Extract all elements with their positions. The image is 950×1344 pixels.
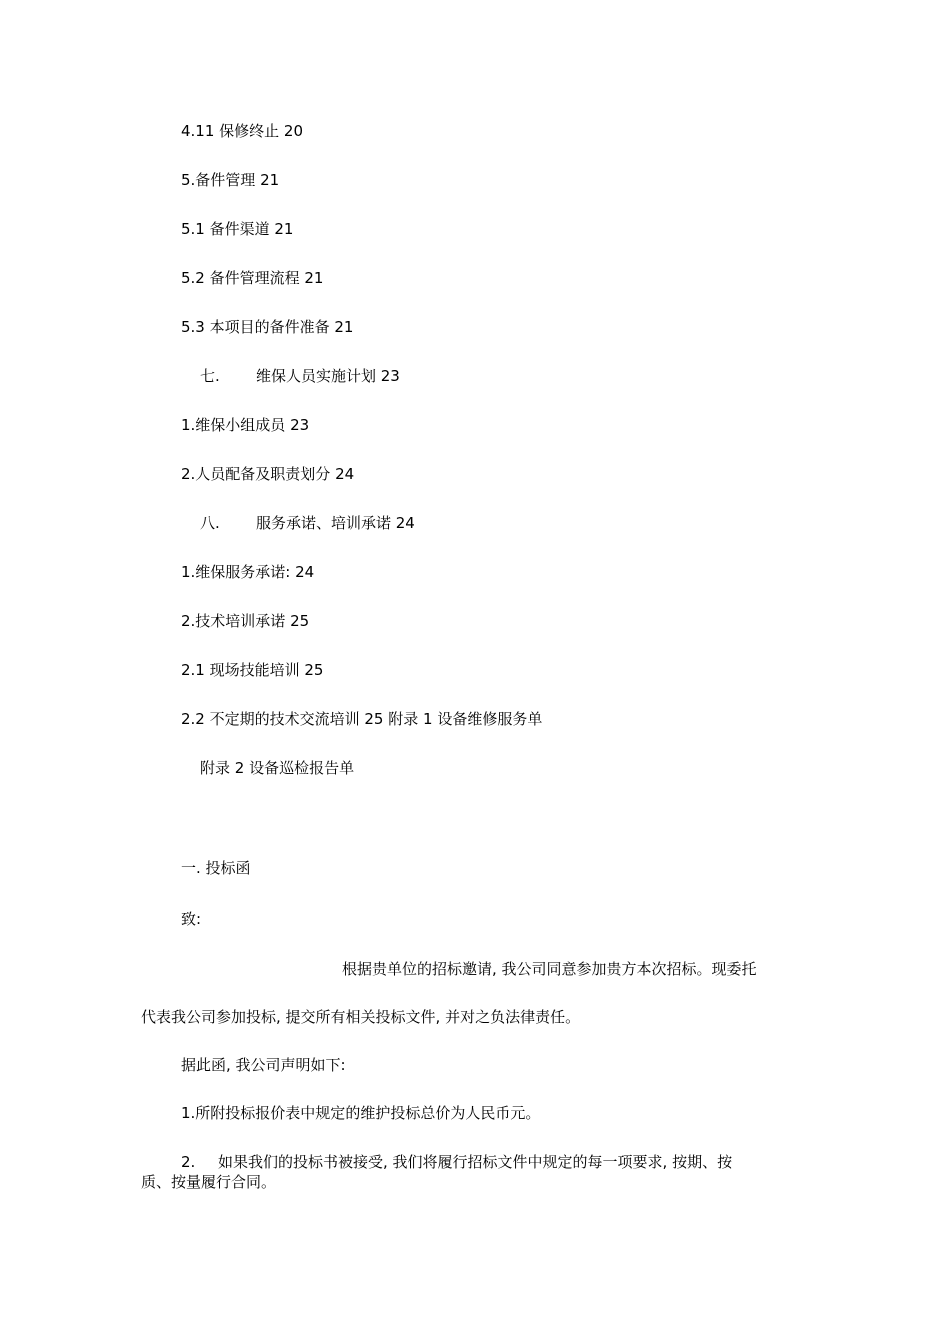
toc-section-number: 八.	[200, 514, 220, 532]
letter-paragraph-line: 根据贵单位的招标邀请, 我公司同意参加贵方本次招标。现委托	[342, 960, 757, 978]
letter-salutation: 致:	[181, 910, 202, 928]
toc-item: 2.人员配备及职责划分 24	[181, 465, 355, 483]
toc-item: 2.2 不定期的技术交流培训 25 附录 1 设备维修服务单	[181, 710, 543, 728]
toc-section-title: 服务承诺、培训承诺 24	[256, 514, 415, 532]
toc-item: 2.技术培训承诺 25	[181, 612, 310, 630]
toc-section-number: 七.	[200, 367, 220, 385]
letter-heading: 一. 投标函	[181, 859, 251, 877]
toc-item: 1.维保服务承诺: 24	[181, 563, 315, 581]
toc-item: 5.1 备件渠道 21	[181, 220, 294, 238]
toc-item: 5.3 本项目的备件准备 21	[181, 318, 354, 336]
letter-point-number: 2.	[181, 1153, 196, 1171]
toc-item: 5.备件管理 21	[181, 171, 280, 189]
letter-point-continuation: 质、按量履行合同。	[141, 1173, 277, 1191]
toc-section-heading	[200, 366, 400, 386]
toc-item: 2.1 现场技能培训 25	[181, 661, 324, 679]
letter-declaration: 据此函, 我公司声明如下:	[181, 1056, 346, 1074]
letter-point: 1.所附投标报价表中规定的维护投标总价为人民币元。	[181, 1104, 541, 1122]
toc-item: 5.2 备件管理流程 21	[181, 269, 324, 287]
toc-item: 附录 2 设备巡检报告单	[200, 759, 355, 777]
letter-point	[181, 1152, 732, 1172]
toc-section-heading	[200, 513, 415, 533]
letter-point-text: 如果我们的投标书被接受, 我们将履行招标文件中规定的每一项要求, 按期、按	[218, 1153, 733, 1171]
toc-item: 1.维保小组成员 23	[181, 416, 310, 434]
toc-item: 4.11 保修终止 20	[181, 122, 304, 140]
letter-paragraph-line: 代表我公司参加投标, 提交所有相关投标文件, 并对之负法律责任。	[141, 1008, 581, 1026]
toc-section-title: 维保人员实施计划 23	[256, 367, 400, 385]
